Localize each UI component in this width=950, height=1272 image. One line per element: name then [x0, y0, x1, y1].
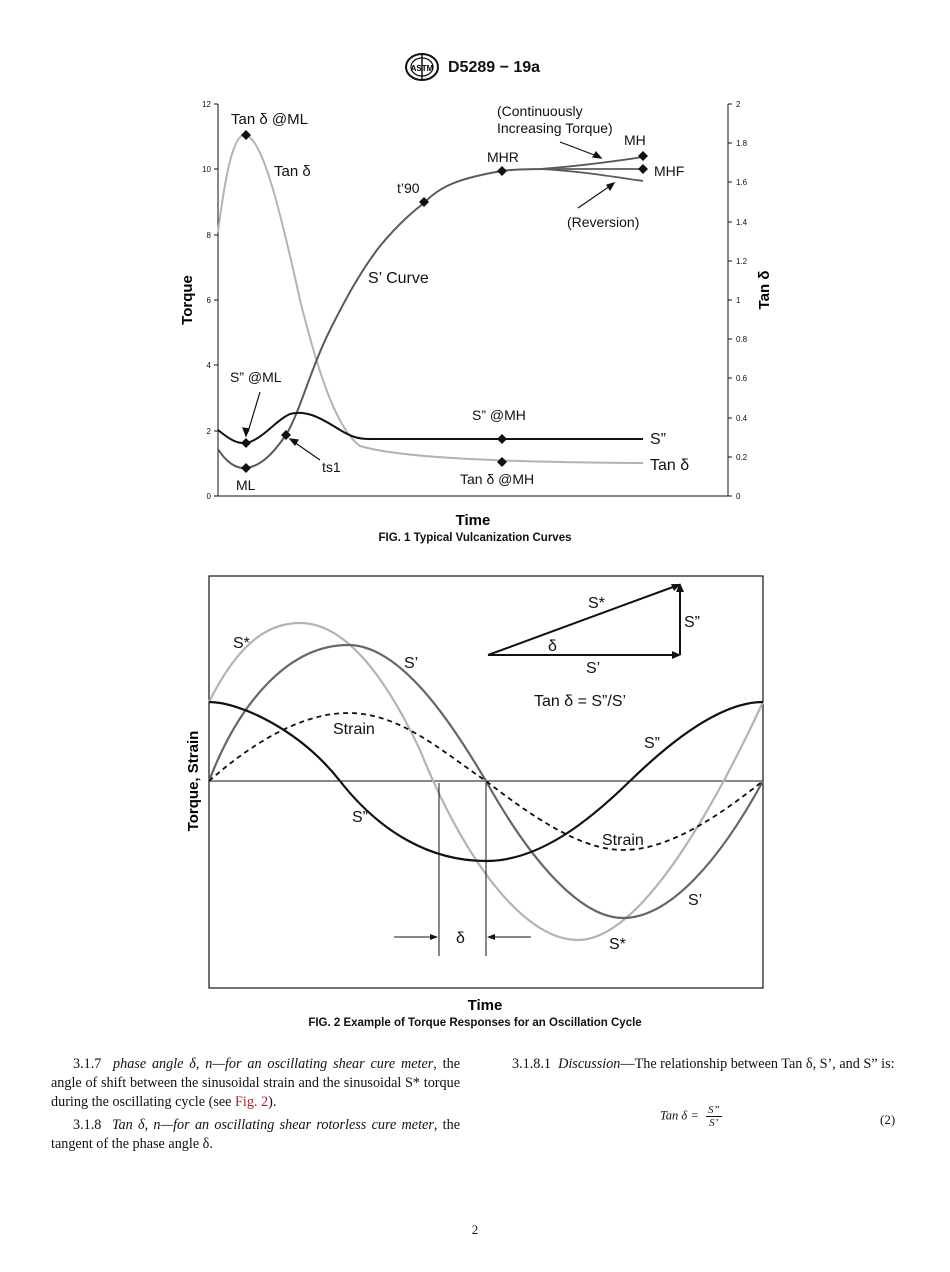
fig1-left-tick: 8	[206, 231, 211, 240]
definition-end: ).	[268, 1094, 277, 1110]
section-number: 3.1.7	[73, 1056, 102, 1072]
label-s2-ml: S” @ML	[230, 369, 282, 385]
body-right-column	[490, 1055, 899, 1078]
figure-2-chart	[0, 560, 950, 1020]
fig1-tan-delta-curve	[218, 135, 643, 463]
fig2-label-strain-bottom: Strain	[602, 832, 644, 849]
marker-mh	[638, 151, 648, 161]
equation-lhs: Tan δ =	[660, 1108, 699, 1123]
fig1-right-tick: 0.8	[736, 335, 748, 344]
tri-tan-formula: Tan δ = S”/S’	[534, 693, 627, 710]
fig1-left-tick: 0	[206, 492, 211, 501]
fig1-right-tick: 0.2	[736, 453, 748, 462]
fig1-right-tick: 1	[736, 296, 741, 305]
fig1-left-tick: 6	[206, 296, 211, 305]
label-s2-end: S”	[650, 431, 666, 448]
label-s-curve: S’ Curve	[368, 270, 429, 287]
fig1-caption: FIG. 1 Typical Vulcanization Curves	[378, 532, 572, 544]
arrow-ts1	[294, 442, 320, 460]
term: phase angle δ, n—for an oscillating shear cure meter	[113, 1056, 434, 1072]
label-tan-mh: Tan δ @MH	[460, 471, 535, 487]
fig1-markers	[241, 130, 648, 473]
fig1-xlabel: Time	[455, 512, 491, 529]
marker-mhr	[497, 166, 507, 176]
label-mh: MH	[624, 132, 646, 148]
equation-numerator: S”	[707, 1104, 720, 1116]
arrow-continuous	[560, 142, 597, 156]
label-tan-delta-top: Tan δ	[274, 163, 311, 180]
fig2-ylabel: Torque, Strain	[185, 730, 202, 832]
fig1-s-double-prime-curve	[218, 413, 643, 443]
delta-arrow-left	[430, 934, 438, 940]
fig1-right-tick: 0	[736, 492, 741, 501]
astm-logo-text: ASTM	[410, 64, 434, 73]
label-mhf: MHF	[654, 163, 685, 179]
fig2-label-s2-mid: S”	[352, 809, 368, 826]
tri-label-s-star: S*	[588, 595, 605, 612]
equation-number: (2)	[880, 1112, 896, 1127]
arrow-s2-ml	[248, 392, 260, 432]
fig2-label-delta-gap: δ	[456, 930, 465, 947]
fig1-left-ticks	[202, 100, 218, 501]
fig1-right-tick: 1.8	[736, 139, 748, 148]
marker-tan-ml	[241, 130, 251, 140]
tri-label-s-prime: S’	[586, 660, 601, 677]
fig1-ylabel-right: Tan δ	[756, 270, 773, 310]
fig-2-link[interactable]: Fig. 2	[234, 1094, 269, 1110]
section-number: 3.1.8	[73, 1117, 102, 1133]
term: Tan δ, n—for an oscillating shear rotorless cure meter	[111, 1117, 434, 1133]
figure-1-chart	[0, 0, 950, 560]
fig2-caption: FIG. 2 Example of Torque Responses for an Oscillation Cycle	[308, 1017, 642, 1029]
fig1-left-tick: 4	[206, 361, 211, 370]
fig1-left-tick: 10	[202, 165, 211, 174]
label-t90: t’90	[397, 180, 420, 196]
label-continuously-1: (Continuously	[497, 103, 583, 119]
fig1-right-tick: 2	[736, 100, 741, 109]
fig2-label-s-prime-bottom: S’	[688, 892, 703, 909]
label-mhr: MHR	[487, 149, 519, 165]
equation-2	[660, 1104, 722, 1129]
marker-s2-ml	[241, 438, 251, 448]
fig1-left-tick: 12	[202, 100, 211, 109]
fig1-right-tick: 1.2	[736, 257, 748, 266]
definition-text: , the tangent of the phase angle δ.	[51, 1117, 460, 1152]
fig1-ylabel-left: Torque	[179, 275, 196, 325]
paragraph-3-1-8-1	[490, 1055, 899, 1074]
fig1-right-tick: 0.4	[736, 414, 748, 423]
fig1-right-tick: 1.6	[736, 178, 748, 187]
paragraph-3-1-8	[51, 1116, 460, 1154]
fig2-label-s2-right: S”	[644, 735, 660, 752]
label-continuously-2: Increasing Torque)	[497, 120, 613, 136]
fig1-right-tick: 0.6	[736, 374, 748, 383]
discussion-text: —The relationship between Tan δ, S’, and S” is:	[620, 1056, 895, 1072]
label-tan-end: Tan δ	[650, 457, 690, 474]
label-s2-mh: S” @MH	[472, 407, 526, 423]
marker-tan-mh	[497, 457, 507, 467]
fig2-label-s-star-top: S*	[233, 635, 250, 652]
label-reversion: (Reversion)	[567, 214, 640, 230]
label-tan-ml: Tan δ @ML	[231, 111, 308, 128]
document-title: D5289 − 19a	[448, 59, 541, 76]
fig2-label-s-prime-top: S’	[404, 655, 419, 672]
label-ml: ML	[236, 477, 256, 493]
fig1-reversion-curve	[540, 169, 643, 181]
fig1-right-tick: 1.4	[736, 218, 748, 227]
term: Discussion	[558, 1056, 621, 1072]
delta-arrow-right	[487, 934, 495, 940]
tri-s-star-vector	[488, 587, 673, 655]
fig1-right-ticks	[728, 100, 748, 501]
fig1-left-tick: 2	[206, 427, 211, 436]
marker-mhf	[638, 164, 648, 174]
fig2-label-strain-top: Strain	[333, 721, 375, 738]
page-number: 2	[471, 1222, 479, 1237]
label-ts1: ts1	[322, 459, 341, 475]
fig1-mh-curve	[540, 157, 643, 169]
equation-denominator: S’	[709, 1117, 719, 1129]
paragraph-3-1-7	[51, 1055, 460, 1112]
fig1-s-prime-curve	[218, 169, 545, 468]
equation-fraction	[706, 1104, 722, 1129]
fig2-xlabel: Time	[467, 997, 503, 1014]
definition-text: , the angle of shift between the sinusoidal strain and the sinusoidal S* torque during the oscillating cycle (see	[51, 1056, 460, 1110]
tri-label-s2: S”	[684, 614, 700, 631]
marker-s2-mh	[497, 434, 507, 444]
arrow-reversion	[578, 186, 610, 208]
fig2-label-s-star-bottom: S*	[609, 936, 626, 953]
body-left-column	[51, 1055, 460, 1158]
tri-label-delta: δ	[548, 638, 557, 655]
marker-ml	[241, 463, 251, 473]
section-number: 3.1.8.1	[512, 1056, 552, 1072]
